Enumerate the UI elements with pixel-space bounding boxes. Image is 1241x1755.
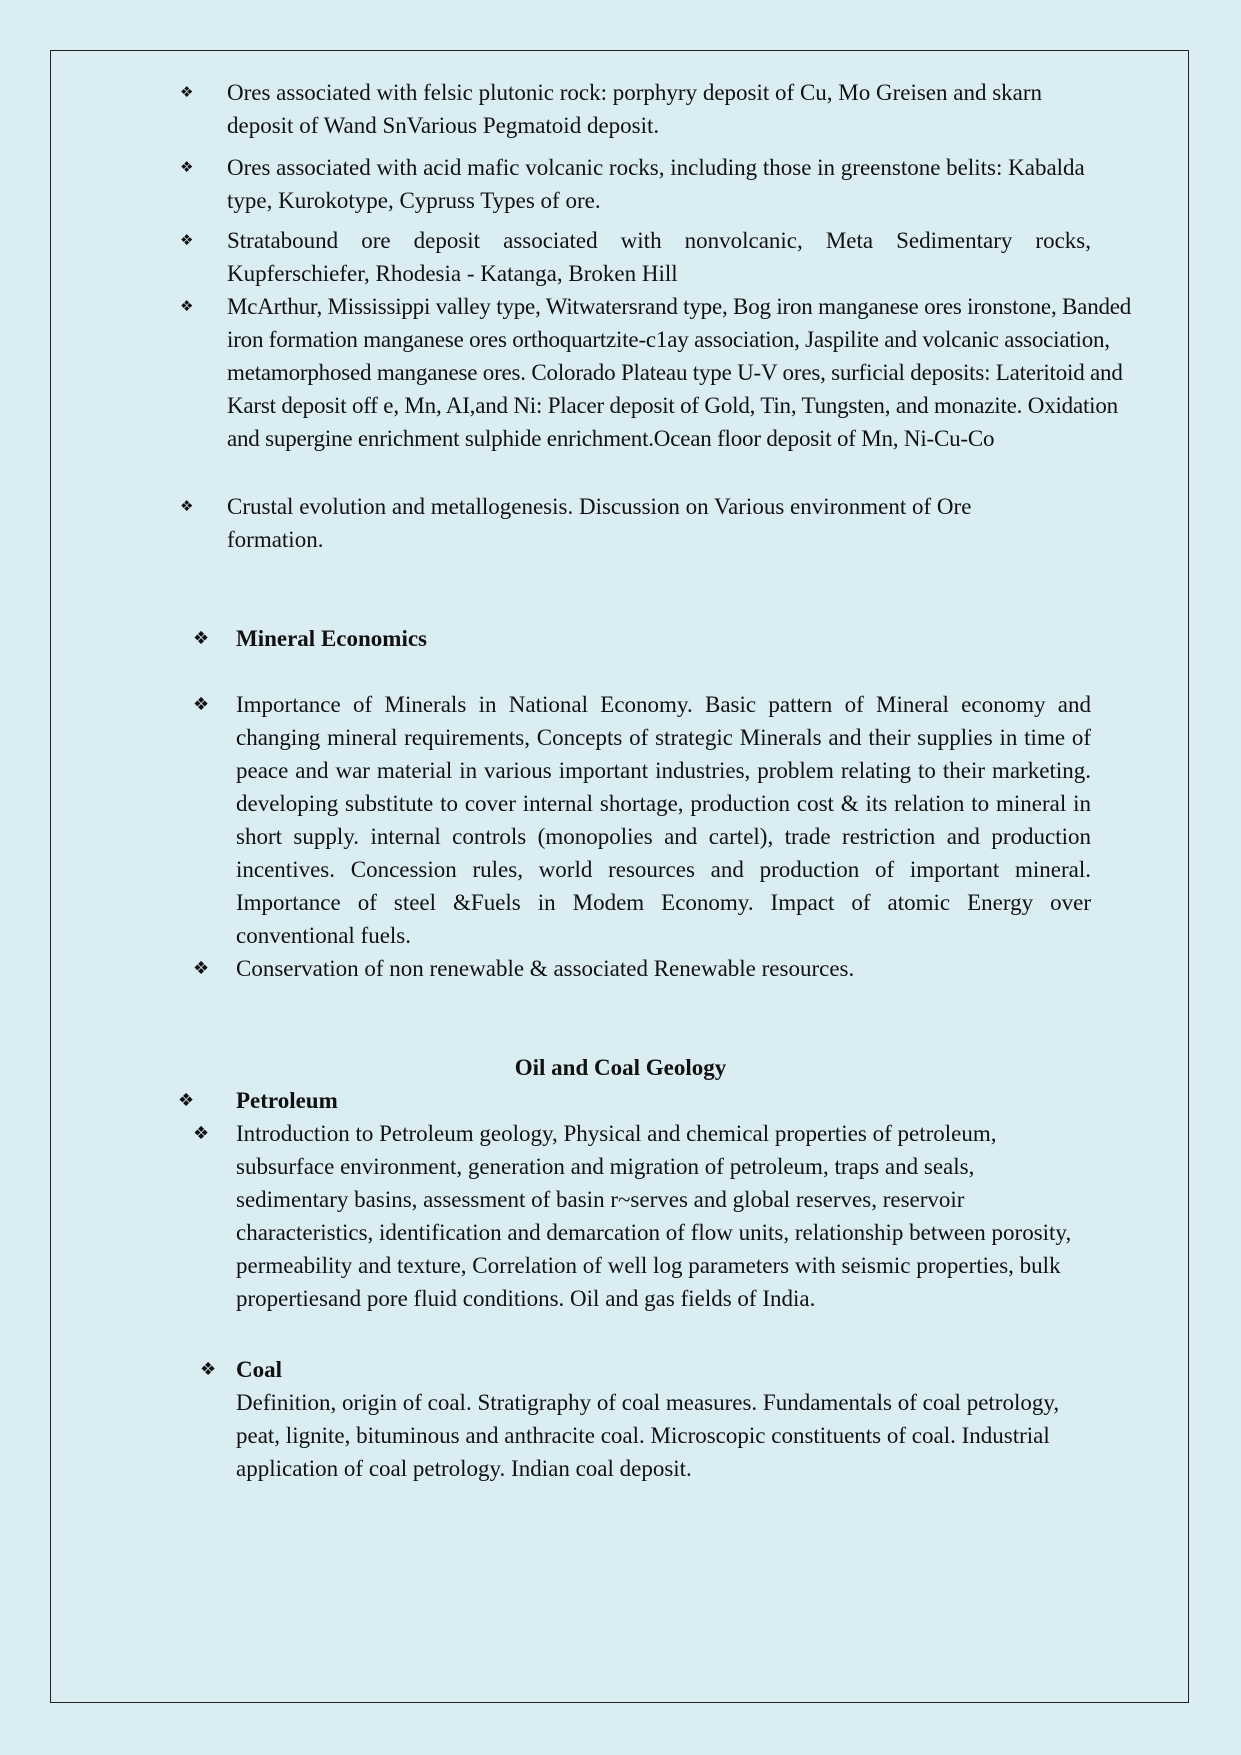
list-item-text: Importance of Minerals in National Economy. Basic pattern of Mineral economy and changing mineral requirements, Concepts of strategic Minerals and their supplies in time of peace and war material in various important industries, problem relating to their marketing. developing substitute to cover internal shortage, production cost & its relation to mineral in short supply. internal controls (monopolies and cartel), trade restriction and production incentives. Concession rules, world resources and production of important mineral. Importance of steel &Fuels in Modem Economy. Impact of atomic Energy over conventional fuels. xyxy=(236,692,1091,948)
bullet-icon: ❖ xyxy=(180,158,194,176)
list-item-text: Crustal evolution and metallogenesis. Discussion on Various environment of Ore formation. xyxy=(227,494,972,552)
list-item-text: Stratabound ore deposit associated with nonvolcanic, Meta Sedimentary rocks, Kupferschiefer, Rhodesia - Katanga, Broken Hill xyxy=(227,228,1091,286)
list-item-text: McArthur, Mississippi valley type, Witwatersrand type, Bog iron manganese ores ironstone, Banded iron formation manganese ores orthoquartzite-c1ay association, Jaspilite and volcanic association, metamorphosed manganese ores. Colorado Plateau type U-V ores, surficial deposits: Lateritoid and Karst deposit off e, Mn, AI,and Ni: Placer deposit of Gold, Tin, Tungsten, and monazite. Oxidation and supergine enrichment sulphide enrichment.Ocean floor deposit of Mn, Ni-Cu-Co xyxy=(227,294,1132,451)
bullet-icon: ❖ xyxy=(193,628,210,649)
bullet-icon: ❖ xyxy=(180,83,194,101)
bullet-icon: ❖ xyxy=(180,297,194,315)
section-heading: Petroleum xyxy=(236,1088,338,1113)
list-item-text: Ores associated with acid mafic volcanic rocks, including those in greenstone belits: Kabalda type, Kurokotype, Cypruss Types of ore. xyxy=(227,155,1085,213)
bullet-icon: ❖ xyxy=(193,694,210,715)
bullet-icon: ❖ xyxy=(200,1359,217,1380)
bullet-icon: ❖ xyxy=(193,1123,210,1144)
section-heading: Coal xyxy=(236,1357,282,1382)
paragraph: Definition, origin of coal. Stratigraphy of coal measures. Fundamentals of coal petrology, peat, lignite, bituminous and anthracite coal. Microscopic constituents of coal. Industrial application of coal petrology. Indian coal deposit. xyxy=(236,1390,1060,1481)
list-item-text: Ores associated with felsic plutonic rock: porphyry deposit of Cu, Mo Greisen and skarn deposit of Wand SnVarious Pegmatoid deposit. xyxy=(227,80,1043,138)
bullet-icon: ❖ xyxy=(178,1090,195,1111)
bullet-icon: ❖ xyxy=(180,497,194,515)
bullet-icon: ❖ xyxy=(193,958,210,979)
list-item-text: Conservation of non renewable & associated Renewable resources. xyxy=(236,956,855,981)
bullet-icon: ❖ xyxy=(180,231,194,249)
page-title: Oil and Coal Geology xyxy=(514,1055,727,1080)
list-item-text: Introduction to Petroleum geology, Physical and chemical properties of petroleum, subsurface environment, generation and migration of petroleum, traps and seals, sedimentary basins, assessment of basin r~serves and global reserves, reservoir characteristics, identification and demarcation of flow units, relationship between porosity, permeability and texture, Correlation of well log parameters with seismic properties, bulk propertiesand pore fluid conditions. Oil and gas fields of India. xyxy=(236,1121,1072,1311)
section-heading: Mineral Economics xyxy=(236,626,427,651)
